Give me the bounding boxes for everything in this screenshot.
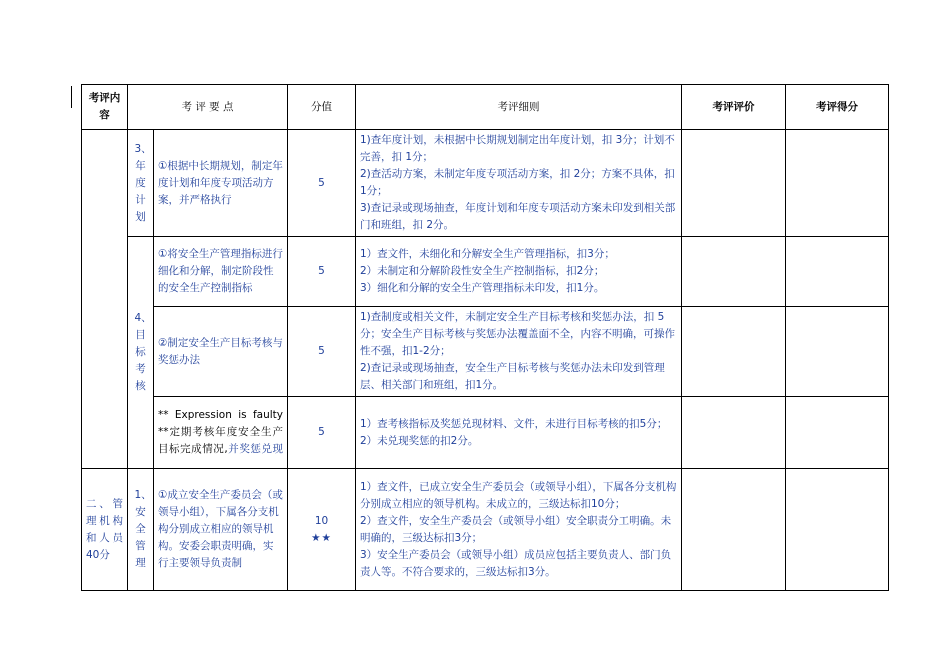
rule-line: 3）安全生产委员会（或领导小组）成员应包括主要负责人、部门负责人等。不符合要求的，三级达标扣3分。 xyxy=(360,548,672,578)
eval-cell[interactable] xyxy=(682,469,786,591)
score-cell[interactable] xyxy=(786,469,889,591)
section-plan xyxy=(128,130,154,237)
value-cell: 5 xyxy=(288,397,356,469)
value-cell: 5 xyxy=(288,307,356,397)
table-row xyxy=(82,469,889,591)
rule-line: 3)查记录或现场抽查，年度计划和年度专项活动方案未印发到相关部门和班组，扣 2分。 xyxy=(360,202,676,231)
rule-line: 1）查文件，已成立安全生产委员会（或领导小组），下属各分支机构分别成立相应的领导机构。未成立的，三级达标扣10分； xyxy=(360,480,677,510)
rule-line: 2）查文件，安全生产委员会（或领导小组）安全职责分工明确。未明确的，三级达标扣3分； xyxy=(360,514,672,544)
table-row xyxy=(82,397,889,469)
rules-cell xyxy=(356,469,682,591)
eval-cell[interactable] xyxy=(682,237,786,307)
score-cell[interactable] xyxy=(786,307,889,397)
rule-line: 2)查活动方案，未制定年度专项活动方案，扣 2分；方案不具体，扣 1分； xyxy=(360,168,675,197)
rules-cell xyxy=(356,237,682,307)
header-score: 考评得分 xyxy=(786,85,889,130)
eval-cell[interactable] xyxy=(682,130,786,237)
rule-line: 1)查制度或相关文件，未制定安全生产目标考核和奖惩办法，扣 5分；安全生产目标考核与奖惩办法覆盖面不全，内容不明确，可操作性不强，扣1-2分； xyxy=(360,311,675,357)
table-header-row xyxy=(82,85,889,130)
table-row xyxy=(82,130,889,237)
section-target xyxy=(128,237,154,469)
point-cell xyxy=(154,397,288,469)
rules-cell xyxy=(356,397,682,469)
point-cell: ①将安全生产管理指标进行细化和分解，制定阶段性的安全生产控制指标 xyxy=(154,237,288,307)
table-row xyxy=(82,237,889,307)
rule-line: 1）查考核指标及奖惩兑现材料、文件，未进行目标考核的扣5分； xyxy=(360,417,668,430)
point-cell: ①根据中长期规划，制定年度计划和年度专项活动方案，并严格执行 xyxy=(154,130,288,237)
score-cell[interactable] xyxy=(786,397,889,469)
evaluation-table xyxy=(81,84,889,591)
rule-line: 1)查年度计划，未根据中长期规划制定出年度计划，扣 3分；计划不完善，扣 1分； xyxy=(360,134,675,163)
point-cell: ①成立安全生产委员会（或领导小组），下属各分支机构分别成立相应的领导机构。安委会职责明确，实行主要领导负责制 xyxy=(154,469,288,591)
rules-cell xyxy=(356,307,682,397)
rule-line: 2）未兑现奖惩的扣2分。 xyxy=(360,434,479,447)
table-row xyxy=(82,307,889,397)
header-eval: 考评评价 xyxy=(682,85,786,130)
rule-line: 2）未制定和分解阶段性安全生产控制指标，扣2分； xyxy=(360,265,605,277)
value-text: 10 xyxy=(314,514,329,527)
section-org-sub-text: 1、安全管理 xyxy=(134,489,152,569)
rule-line: 3）细化和分解的安全生产管理指标未印发，扣1分。 xyxy=(360,282,605,294)
point-text-blue: 并奖惩兑现 xyxy=(227,443,284,455)
rule-line: 2)查记录或现场抽查，安全生产目标考核与奖惩办法未印发到管理层、相关部门和班组，扣1分。 xyxy=(360,362,665,391)
header-content: 考评内容 xyxy=(82,85,128,130)
header-points: 考 评 要 点 xyxy=(128,85,288,130)
section-target-text: 4、目标考核 xyxy=(134,312,152,392)
eval-cell[interactable] xyxy=(682,307,786,397)
header-value: 分值 xyxy=(288,85,356,130)
section-plan-text: 3、年度计划 xyxy=(134,142,152,223)
rule-line: 1）查文件，未细化和分解安全生产管理指标，扣3分； xyxy=(360,248,615,260)
content-cell-empty xyxy=(82,130,128,469)
faulty-expression-text: ** Expression is faulty ** xyxy=(158,409,283,438)
eval-cell[interactable] xyxy=(682,397,786,469)
value-cell xyxy=(288,469,356,591)
rules-cell xyxy=(356,130,682,237)
section-org-main: 二、管理机构和人员40分 xyxy=(82,469,128,591)
point-cell: ②制定安全生产目标考核与奖惩办法 xyxy=(154,307,288,397)
header-rules: 考评细则 xyxy=(356,85,682,130)
value-cell: 5 xyxy=(288,237,356,307)
point-text: 定期考核年度安全生产目标完成情况, xyxy=(158,426,283,455)
value-cell: 5 xyxy=(288,130,356,237)
score-cell[interactable] xyxy=(786,130,889,237)
score-cell[interactable] xyxy=(786,237,889,307)
section-org-sub xyxy=(128,469,154,591)
left-margin-mark xyxy=(71,86,72,108)
star-icon: ★★ xyxy=(311,531,332,544)
